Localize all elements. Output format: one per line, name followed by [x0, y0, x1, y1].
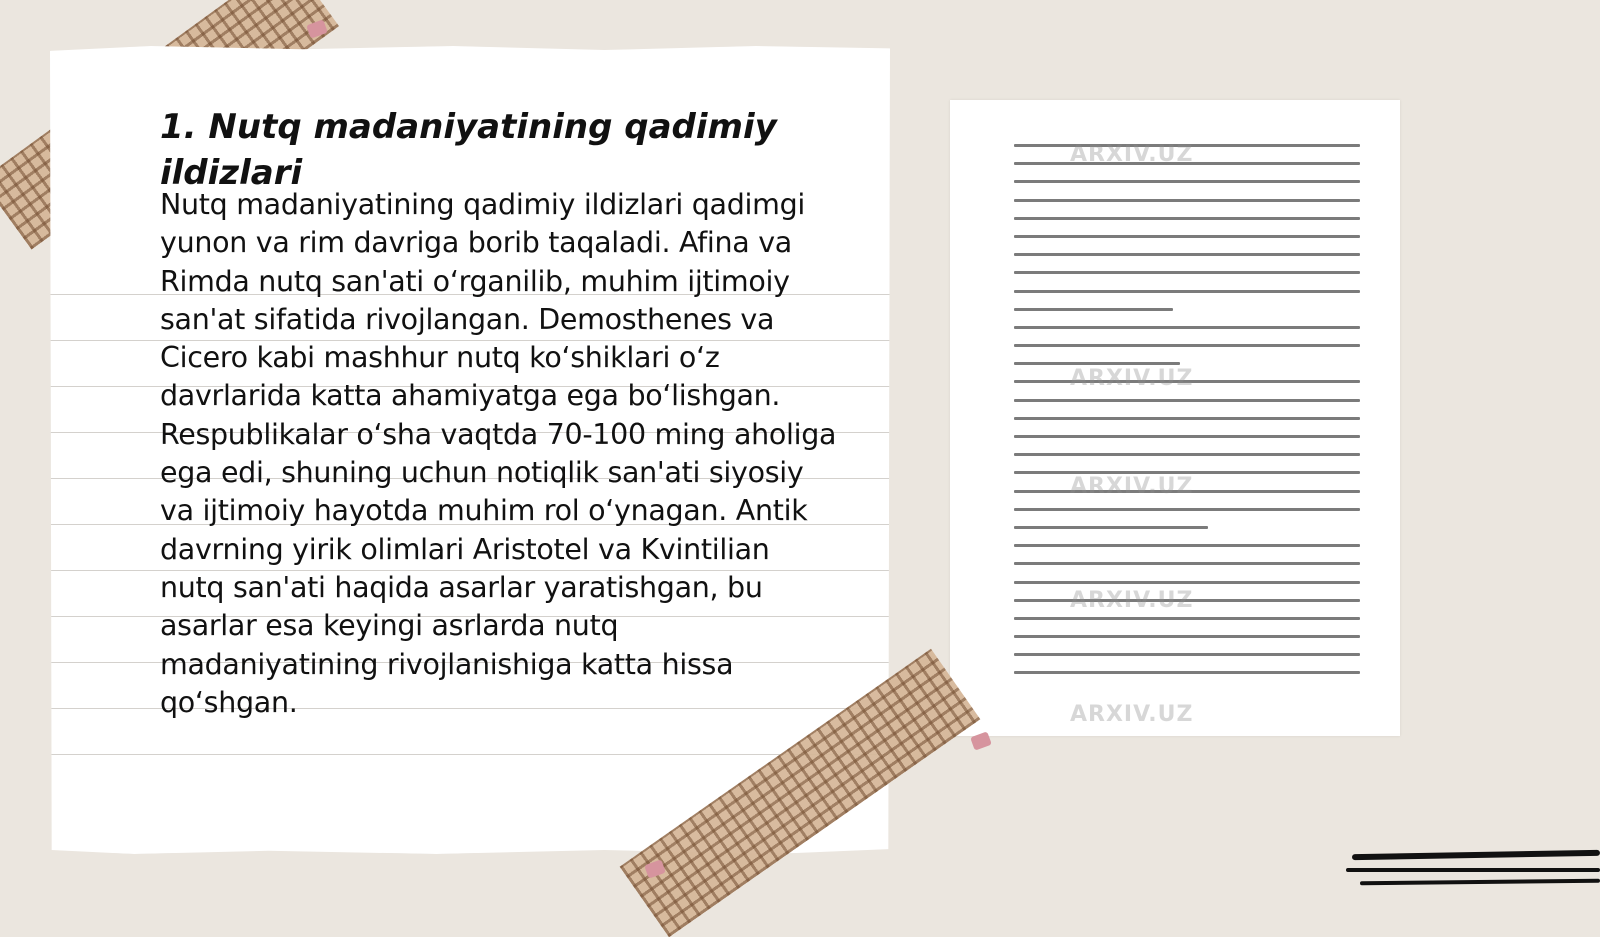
watermark: ARXIV.UZ	[1070, 588, 1194, 613]
scanned-document-image	[950, 100, 1400, 736]
decorative-brush-stroke	[1346, 868, 1600, 872]
watermark: ARXIV.UZ	[1070, 366, 1194, 391]
decorative-brush-stroke	[1352, 850, 1600, 860]
watermark: ARXIV.UZ	[1070, 702, 1194, 727]
watermark: ARXIV.UZ	[1070, 474, 1194, 499]
slide-body-text: Nutq madaniyatining qadimiy ildizlari qadimgi yunon va rim davriga borib taqaladi. Afina va Rimda nutq san'ati o‘rganilib, muhim ijtimoiy san'at sifatida rivojlangan. Demosthenes va Cicero kabi mashhur nutq ko‘shiklari o‘z davrlarida katta ahamiyatga ega bo‘lishgan. Respublikalar o‘sha vaqtda 70-100 ming aholiga ega edi, shuning uchun notiqlik san'ati siyosiy va ijtimoiy hayotda muhim rol o‘ynagan. Antik davrning yirik olimlari Aristotel va Kvintilian nutq san'ati haqida asarlar yaratishgan, bu asarlar esa keyingi asrlarda nutq madaniyatining rivojlanishiga katta hissa qo‘shgan.	[160, 188, 837, 719]
decorative-brush-stroke	[1360, 879, 1600, 886]
slide-title: 1. Nutq madaniyatining qadimiy ildizlari	[160, 107, 777, 193]
paper-rule-line	[50, 754, 890, 755]
watermark: ARXIV.UZ	[1070, 142, 1194, 167]
